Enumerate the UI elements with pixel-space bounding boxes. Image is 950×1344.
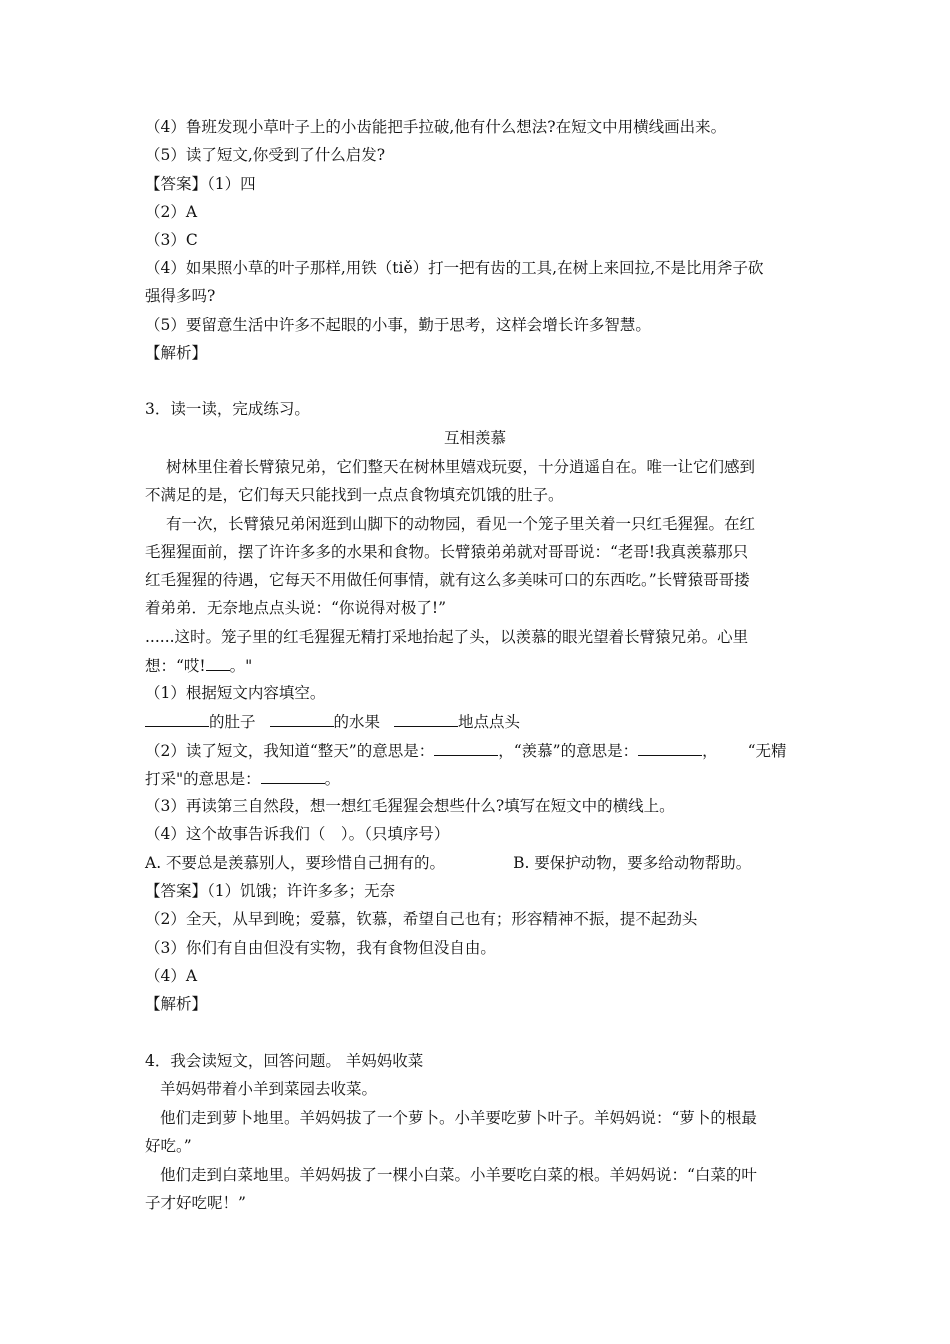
fill-blank[interactable]: [270, 711, 334, 727]
q3-sub1: （1）根据短文内容填空。: [145, 684, 326, 702]
q4-para3-line2: 子才好吃呢！”: [145, 1194, 246, 1212]
q3-answer-1: （1）饥饿；许许多多；无奈: [207, 882, 396, 900]
q4-para2-line1: 他们走到萝卜地里。羊妈妈拔了一个萝卜。小羊要吃萝卜叶子。羊妈妈说：“萝卜的根最: [160, 1109, 757, 1127]
fill-blank[interactable]: [145, 711, 209, 727]
fill-blank[interactable]: [434, 740, 498, 756]
q3-para2-line2: 毛猩猩面前，摆了许许多多的水果和食物。长臂猿弟弟就对哥哥说：“老哥!我真羡慕那只: [145, 543, 749, 561]
q2-answer-row: [145, 174, 256, 194]
q3-heading: 3．读一读，完成练习。: [145, 400, 310, 418]
q3-para1-line2: 不满足的是，它们每天只能找到一点点食物填充饥饿的肚子。: [145, 486, 564, 504]
fill-blank[interactable]: [394, 711, 458, 727]
q3-para3-line1: ......这时。笼子里的红毛猩猩无精打采地抬起了头，以羡慕的眼光望着长臂猿兄弟。心里: [145, 628, 749, 646]
answer-label: 【答案】: [145, 882, 208, 900]
q2-answer-1: （1）四: [207, 175, 256, 193]
q4-para3-line1: 他们走到白菜地里。羊妈妈拔了一棵小白菜。小羊要吃白菜的根。羊妈妈说：“白菜的叶: [160, 1166, 757, 1184]
option-a: A. 不要总是羡慕别人，要珍惜自己拥有的。: [145, 854, 446, 872]
fill-blank[interactable]: [261, 768, 325, 784]
q3-sub2-line1: （2）读了短文，我知道“整天”的意思是： ，“羡慕”的意思是： ， “无精: [145, 742, 787, 760]
q4-para1: 羊妈妈带着小羊到菜园去收菜。: [160, 1080, 378, 1098]
q3-answer-row: [145, 881, 395, 901]
q3-para1-line1: 树林里住着长臂猿兄弟，它们整天在树林里嬉戏玩耍，十分逍遥自在。唯一让它们感到: [166, 458, 756, 476]
q3-para2-line4: 着弟弟．无奈地点点头说：“你说得对极了!”: [145, 599, 447, 617]
q3-analysis-label: 【解析】: [145, 995, 208, 1013]
q3-para3-line2: 想：“哎! 。": [145, 657, 253, 675]
q3-answer-2: （2）全天，从早到晚；爱慕，钦慕，希望自己也有；形容精神不振，提不起劲头: [145, 910, 698, 928]
q3-sub4: （4）这个故事告诉我们（ ）。（只填序号）: [145, 825, 450, 843]
fill-blank[interactable]: [206, 655, 230, 671]
q2-answer-4-line2: 强得多吗?: [145, 287, 216, 305]
q3-para2-line3: 红毛猩猩的待遇，它每天不用做任何事情，就有这么多美味可口的东西吃。”长臂猿哥哥搂: [145, 571, 750, 589]
answer-label: 【答案】: [145, 175, 208, 193]
q3-options: [145, 853, 751, 873]
q2-answer-5: （5）要留意生活中许多不起眼的小事，勤于思考，这样会增长许多智慧。: [145, 316, 651, 334]
fill-blank[interactable]: [638, 740, 702, 756]
q3-sub2-line2: 打采"的意思是： 。: [145, 770, 341, 788]
q3-answer-4: （4）A: [145, 967, 198, 985]
q3-answer-3: （3）你们有自由但没有实物，我有食物但没自由。: [145, 939, 496, 957]
q2-analysis-label: 【解析】: [145, 344, 208, 362]
q4-para2-line2: 好吃。”: [145, 1137, 192, 1155]
q2-sub4: （4）鲁班发现小草叶子上的小齿能把手拉破,他有什么想法?在短文中用横线画出来。: [145, 118, 727, 136]
q2-answer-3: （3）C: [145, 231, 198, 249]
q2-answer-4-line1: （4）如果照小草的叶子那样,用铁（tiě）打一把有齿的工具,在树上来回拉,不是比用斧子砍: [145, 259, 764, 277]
q3-para2-line1: 有一次，长臂猿兄弟闲逛到山脚下的动物园，看见一个笼子里关着一只红毛猩猩。在红: [166, 515, 756, 533]
q3-story-title: 互相羡慕: [443, 429, 506, 447]
option-b: B. 要保护动物，要多给动物帮助。: [513, 854, 752, 872]
q3-sub3: （3）再读第三自然段，想一想红毛猩猩会想些什么?填写在短文中的横线上。: [145, 797, 675, 815]
q2-sub5: （5）读了短文,你受到了什么启发?: [145, 146, 386, 164]
q3-sub1-fill-row: 的肚子 的水果 地点点头: [145, 711, 520, 732]
q4-heading: 4．我会读短文，回答问题。 羊妈妈收菜: [145, 1052, 424, 1070]
q2-answer-2: （2）A: [145, 203, 198, 221]
